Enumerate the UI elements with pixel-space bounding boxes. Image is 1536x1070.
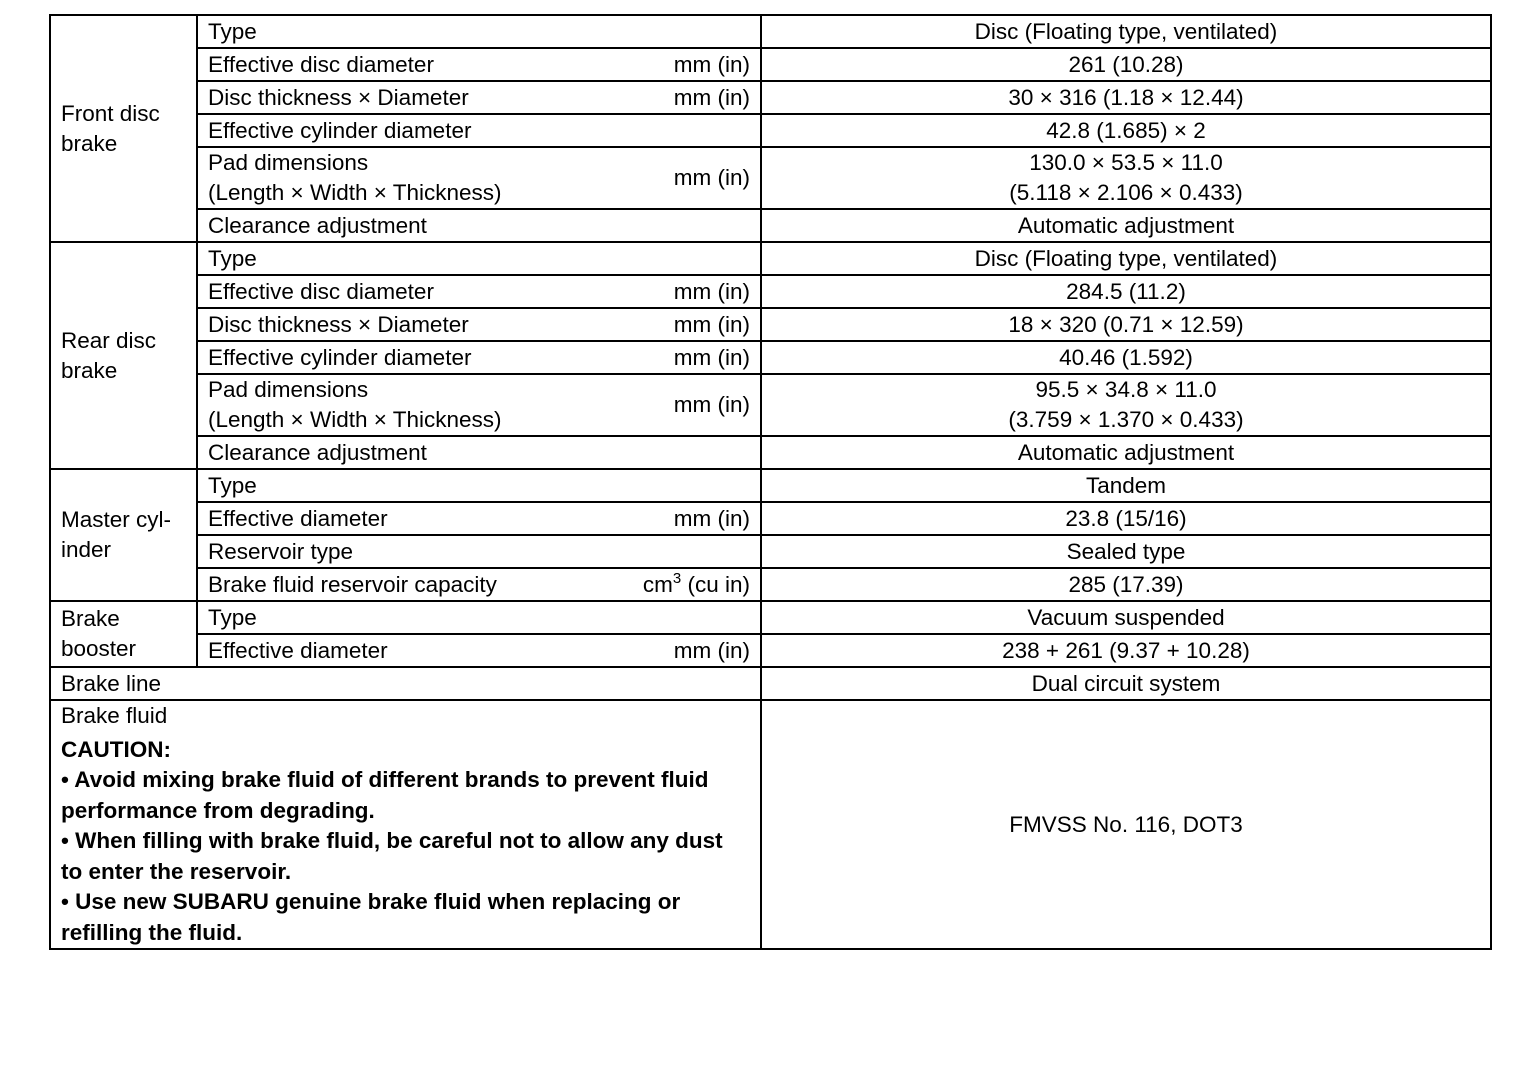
item-name: Effective disc diameter <box>208 51 434 77</box>
item-cell <box>197 469 761 502</box>
value-cell: 42.8 (1.685) × 2 <box>761 114 1491 147</box>
unit: mm (in) <box>673 311 750 337</box>
item-cell <box>197 601 761 634</box>
item-name: Type <box>208 472 257 498</box>
table-row <box>50 469 1491 502</box>
value-cell: 285 (17.39) <box>761 568 1491 601</box>
item-cell <box>197 308 761 341</box>
item-name: Clearance adjustment <box>208 439 427 465</box>
unit <box>643 570 750 600</box>
item-name-line1: Pad dimensions <box>208 150 369 175</box>
item-name: Effective diameter <box>208 505 388 531</box>
unit-rest: (cu in) <box>681 571 750 597</box>
value-cell: 238 + 261 (9.37 + 10.28) <box>761 634 1491 667</box>
table-row <box>50 81 1491 114</box>
table-row <box>50 308 1491 341</box>
table-row <box>50 436 1491 469</box>
caution-title: CAUTION: <box>61 737 171 762</box>
value-cell: 40.46 (1.592) <box>761 341 1491 374</box>
value-cell: 261 (10.28) <box>761 48 1491 81</box>
item-name-line2: (Length × Width × Thickness) <box>208 407 502 432</box>
caution-item: • When filling with brake fluid, be careful not to allow any dust to enter the reservoir. <box>61 828 723 884</box>
item-name: Type <box>208 18 257 44</box>
item-cell <box>197 48 761 81</box>
item-name: Type <box>208 245 257 271</box>
unit-base: cm <box>642 571 673 597</box>
table-row <box>50 242 1491 275</box>
value-cell: 284.5 (11.2) <box>761 275 1491 308</box>
item-cell <box>197 436 761 469</box>
brake-fluid-label: Brake fluid <box>61 703 168 728</box>
value-cell: Automatic adjustment <box>761 209 1491 242</box>
table-row <box>50 275 1491 308</box>
caution-item: • Use new SUBARU genuine brake fluid when replacing or refilling the fluid. <box>61 889 681 945</box>
item-name: Clearance adjustment <box>208 212 427 238</box>
caution-item: • Avoid mixing brake fluid of different brands to prevent fluid performance from degrading. <box>61 767 709 823</box>
value-cell: Sealed type <box>761 535 1491 568</box>
table-row <box>50 48 1491 81</box>
value-cell: Tandem <box>761 469 1491 502</box>
item-name: Disc thickness × Diameter <box>208 84 469 110</box>
item-name <box>208 148 501 208</box>
item-cell <box>197 634 761 667</box>
table-row <box>50 209 1491 242</box>
item-cell <box>197 535 761 568</box>
value-cell: 30 × 316 (1.18 × 12.44) <box>761 81 1491 114</box>
item-name: Disc thickness × Diameter <box>208 311 469 337</box>
group-label: Brake booster <box>61 606 137 661</box>
item-name-line1: Pad dimensions <box>208 377 369 402</box>
item-name: Effective cylinder diameter <box>208 117 472 143</box>
item-cell <box>197 374 761 436</box>
table-row <box>50 601 1491 634</box>
table-row <box>50 147 1491 209</box>
item-name: Effective cylinder diameter <box>208 344 472 370</box>
item-name: Reservoir type <box>208 538 354 564</box>
table-row <box>50 634 1491 667</box>
value-cell: 23.8 (15/16) <box>761 502 1491 535</box>
item-cell <box>197 147 761 209</box>
value-cell: 18 × 320 (0.71 × 12.59) <box>761 308 1491 341</box>
table-row <box>50 700 1491 949</box>
item-name: Type <box>208 604 257 630</box>
group-label: Front disc brake <box>61 100 160 156</box>
value-cell: Disc (Floating type, ventilated) <box>761 242 1491 275</box>
unit-superscript: 3 <box>672 569 682 587</box>
unit: mm (in) <box>673 505 750 531</box>
item-name-line2: (Length × Width × Thickness) <box>208 180 502 205</box>
unit: mm (in) <box>673 278 750 304</box>
group-front-disc-brake <box>50 15 197 242</box>
group-brake-booster <box>50 601 197 667</box>
unit: mm (in) <box>673 637 750 663</box>
table-row <box>50 374 1491 436</box>
item-cell <box>197 81 761 114</box>
group-label: Master cyl-inder <box>61 507 172 562</box>
value-cell <box>761 374 1491 436</box>
table-row <box>50 341 1491 374</box>
table-row <box>50 535 1491 568</box>
item-cell <box>197 341 761 374</box>
brake-fluid-cell <box>50 700 761 949</box>
group-master-cylinder <box>50 469 197 601</box>
item-cell <box>197 568 761 601</box>
value-line1: 95.5 × 34.8 × 11.0 <box>1035 377 1217 402</box>
table-row <box>50 667 1491 700</box>
unit: mm (in) <box>673 344 750 370</box>
item-name <box>208 375 501 435</box>
unit: mm (in) <box>673 392 750 417</box>
item-cell <box>197 114 761 147</box>
value-line1: 130.0 × 53.5 × 11.0 <box>1029 150 1223 175</box>
item-cell <box>197 242 761 275</box>
value-line2: (3.759 × 1.370 × 0.433) <box>1008 407 1244 432</box>
item-cell <box>197 15 761 48</box>
table-row <box>50 502 1491 535</box>
value-cell: Vacuum suspended <box>761 601 1491 634</box>
item-name: Brake fluid reservoir capacity <box>208 571 497 597</box>
value-cell <box>761 147 1491 209</box>
item-name: Effective disc diameter <box>208 278 434 304</box>
item-cell <box>197 275 761 308</box>
group-label: Rear disc brake <box>61 327 157 383</box>
value-cell: Dual circuit system <box>761 667 1491 700</box>
item-cell <box>197 502 761 535</box>
unit: mm (in) <box>673 84 750 110</box>
value-cell: Automatic adjustment <box>761 436 1491 469</box>
group-rear-disc-brake <box>50 242 197 469</box>
unit: mm (in) <box>673 51 750 77</box>
table-row <box>50 114 1491 147</box>
value-line2: (5.118 × 2.106 × 0.433) <box>1009 180 1243 205</box>
value-cell: FMVSS No. 116, DOT3 <box>761 700 1491 949</box>
table-row <box>50 15 1491 48</box>
unit: mm (in) <box>673 165 750 190</box>
value-cell: Disc (Floating type, ventilated) <box>761 15 1491 48</box>
item-name: Effective diameter <box>208 637 388 663</box>
brake-specifications-table <box>49 14 1492 950</box>
table-row <box>50 568 1491 601</box>
item-cell <box>197 209 761 242</box>
brake-line-label: Brake line <box>50 667 761 700</box>
